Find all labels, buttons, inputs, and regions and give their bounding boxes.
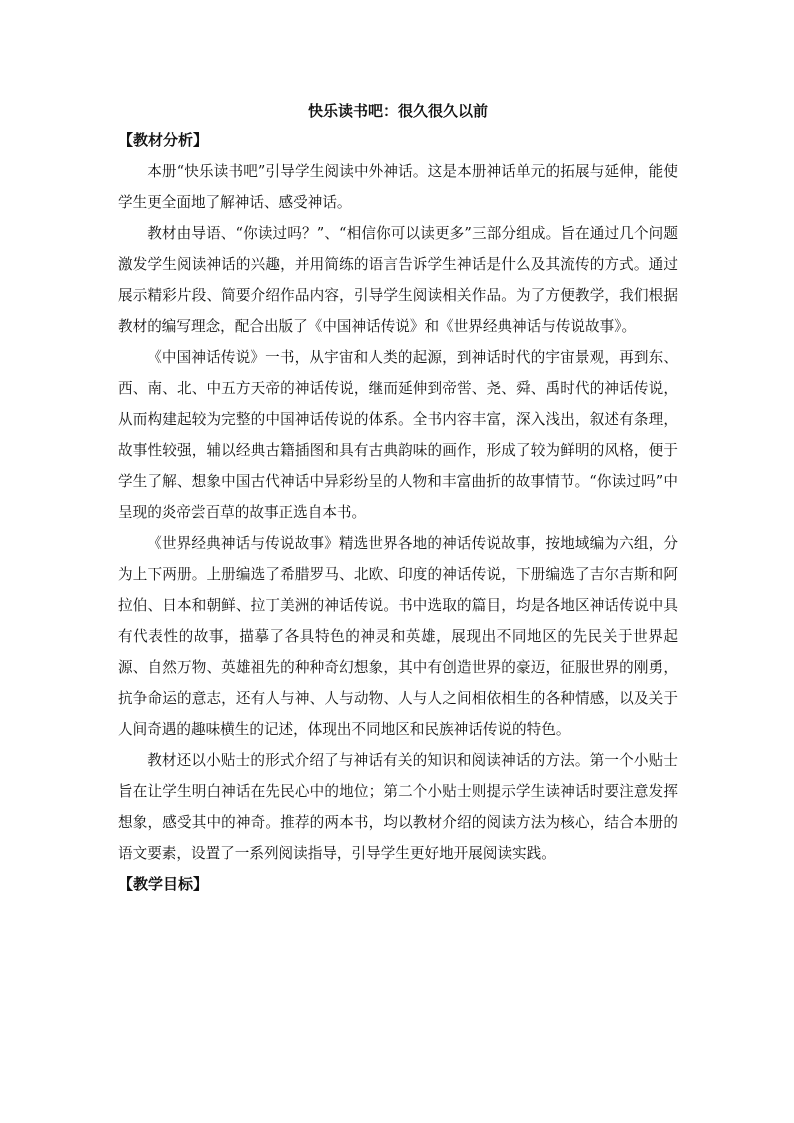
section-heading-textbook-analysis: 【教材分析】: [118, 131, 209, 149]
paragraph-tips: 教材还以小贴士的形式介绍了与神话有关的知识和阅读神话的方法。第一个小贴士旨在让学生明白神话在先民心中的地位；第二个小贴士则提示学生读神话时要注意发挥想象，感受其中的神奇。推荐的两本书，均以教材介绍的阅读方法为核心，结合本册的语文要素，设置了一系列阅读指导，引导学生更好地开展阅读实践。: [118, 752, 678, 862]
paragraph-chinese-myths-book: 《中国神话传说》一书，从宇宙和人类的起源，到神话时代的宇宙景观，再到东、西、南、北、中五方天帝的神话传说，继而延伸到帝喾、尧、舜、禹时代的神话传说，从而构建起较为完整的中国神话传说的体系。全书内容丰富，深入浅出，叙述有条理，故事性较强，辅以经典古籍插图和具有古典韵味的画作，形成了较为鲜明的风格，便于学生了解、想象中国古代神话中异彩纷呈的人物和丰富曲折的故事情节。“你读过吗”中呈现的炎帝尝百草的故事正选自本书。: [118, 349, 678, 521]
paragraph-structure: 教材由导语、“你读过吗？”、“相信你可以读更多”三部分组成。旨在通过几个问题激发学生阅读神话的兴趣，并用简练的语言告诉学生神话是什么及其流传的方式。通过展示精彩片段、简要介绍作品内容，引导学生阅读相关作品。为了方便教学，我们根据教材的编写理念，配合出版了《中国神话传说》和《世界经典神话与传说故事》。: [118, 225, 678, 335]
paragraph-intro: 本册“快乐读书吧”引导学生阅读中外神话。这是本册神话单元的拓展与延伸，能使学生更全面地了解神话、感受神话。: [118, 163, 678, 211]
section-heading-teaching-goals: 【教学目标】: [118, 875, 209, 893]
document-page: [118, 97, 678, 900]
document-title: 快乐读书吧：很久很久以前: [307, 102, 488, 120]
paragraph-world-myths-book: 《世界经典神话与传说故事》精选世界各地的神话传说故事，按地域编为六组，分为上下两册。上册编选了希腊罗马、北欧、印度的神话传说，下册编选了吉尔吉斯和阿拉伯、日本和朝鲜、拉丁美洲的神话传说。书中选取的篇目，均是各地区神话传说中具有代表性的故事，描摹了各具特色的神灵和英雄，展现出不同地区的先民关于世界起源、自然万物、英雄祖先的种种奇幻想象，其中有创造世界的豪迈，征服世界的刚勇，抗争命运的意志，还有人与神、人与动物、人与人之间相依相生的各种情感，以及关于人间奇遇的趣味横生的记述，体现出不同地区和民族神话传说的特色。: [118, 535, 678, 738]
